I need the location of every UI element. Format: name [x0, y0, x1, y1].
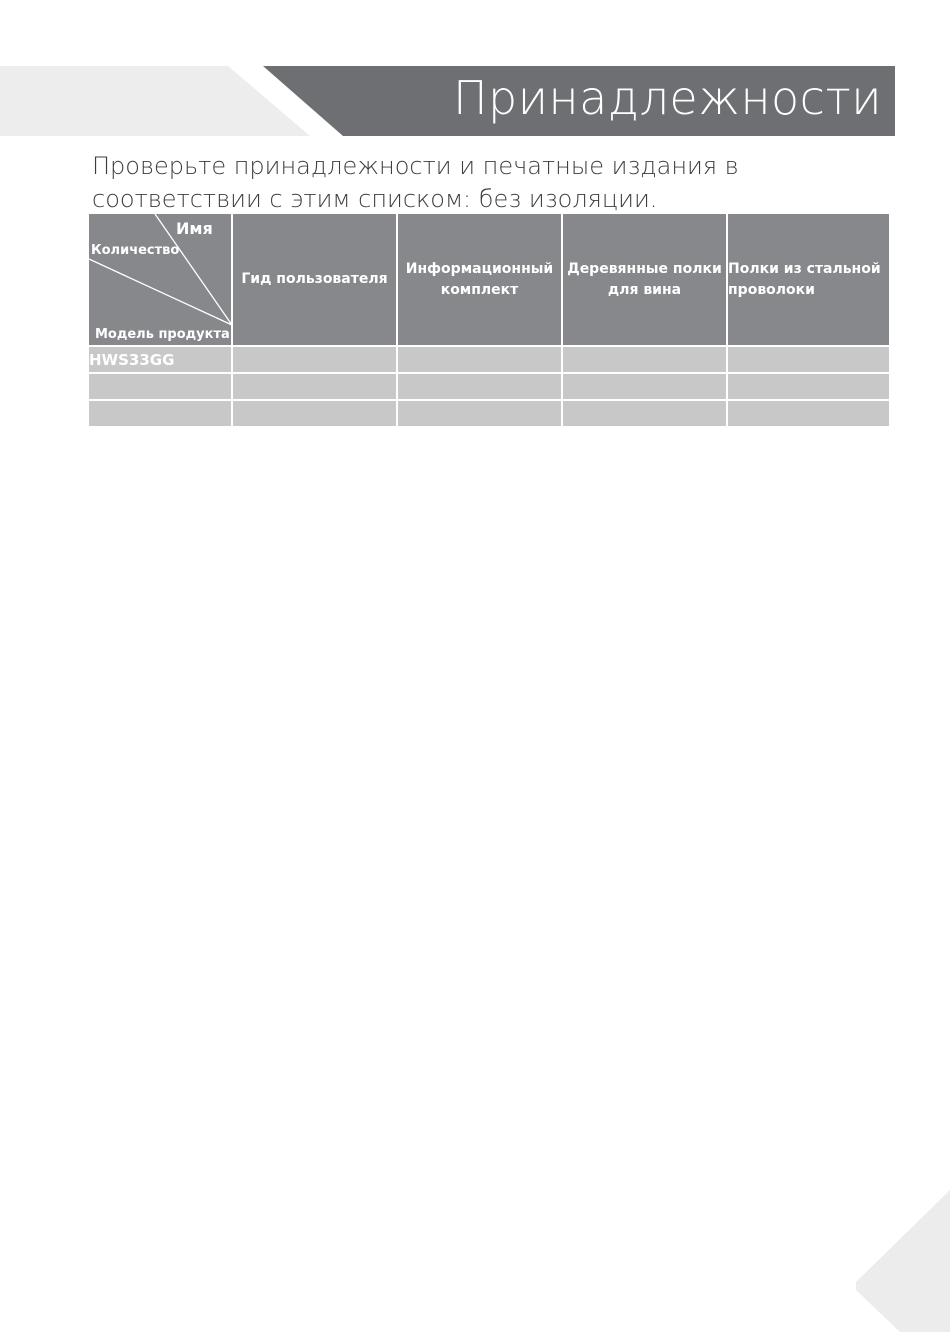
model-cell [88, 400, 232, 427]
column-header-user-guide: Гид пользователя [232, 213, 397, 346]
table-cell [562, 400, 727, 427]
table-cell [727, 400, 890, 427]
model-cell [88, 373, 232, 400]
corner-decoration [856, 1190, 950, 1332]
accessories-table [87, 212, 891, 428]
table-cell [232, 400, 397, 427]
corner-label-model: Модель продукта [95, 327, 230, 342]
corner-label-name: Имя [176, 219, 213, 238]
column-header-info-kit: Информационный комплект [397, 213, 562, 346]
table-cell [397, 346, 562, 373]
corner-label-quantity: Количество [91, 243, 180, 258]
header-light-band [0, 66, 310, 136]
page-title: Принадлежности [452, 71, 882, 125]
intro-line-2: соответствии с этим списком: без изоляции. [92, 185, 658, 213]
table-cell [562, 346, 727, 373]
table-cell [397, 400, 562, 427]
table-row [88, 400, 890, 427]
table-cell [397, 373, 562, 400]
table-row [88, 346, 890, 373]
model-cell: HWS33GG [88, 346, 232, 373]
table-cell [232, 346, 397, 373]
table-row [88, 373, 890, 400]
table-cell [727, 373, 890, 400]
table-cell [562, 373, 727, 400]
table-cell [232, 373, 397, 400]
intro-text [92, 150, 792, 216]
table-header-row [88, 213, 890, 346]
intro-line-1: Проверьте принадлежности и печатные издания в [92, 152, 739, 180]
corner-header-cell [88, 213, 232, 346]
table-cell [727, 346, 890, 373]
column-header-wire-shelves: Полки из стальной проволоки [727, 213, 890, 346]
column-header-wooden-shelves: Деревянные полки для вина [562, 213, 727, 346]
